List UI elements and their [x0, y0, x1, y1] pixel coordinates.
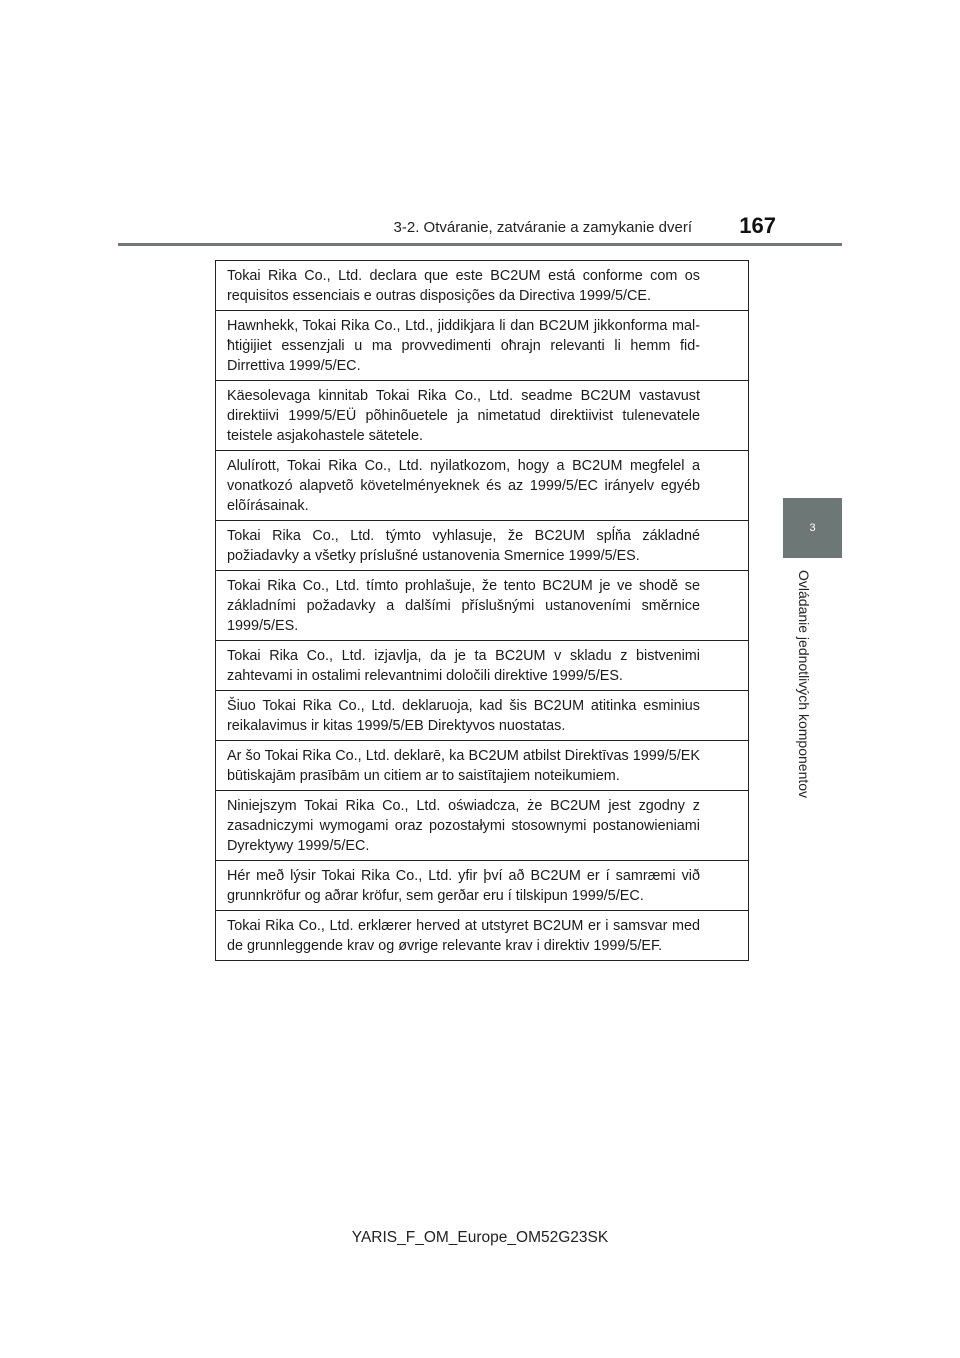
page-number: 167	[739, 213, 776, 238]
chapter-title: Ovládanie jednotlivých komponentov	[796, 570, 812, 799]
chapter-tab[interactable]	[783, 498, 842, 558]
declaration-latvian: Ar šo Tokai Rika Co., Ltd. deklarē, ka BC2UM atbilst Direktīvas 1999/5/EK būtiskajām prasībām un citiem ar to saistītajiem noteikumiem.	[216, 740, 748, 790]
declaration-lithuanian: Šiuo Tokai Rika Co., Ltd. deklaruoja, kad šis BC2UM atitinka esminius reikalavimus ir kitas 1999/5/EB Direktyvos nuostatas.	[216, 690, 748, 740]
declaration-slovak: Tokai Rika Co., Ltd. týmto vyhlasuje, že BC2UM spĺňa základné požiadavky a všetky príslušné ustanovenia Smernice 1999/5/ES.	[216, 520, 748, 570]
declaration-hungarian: Alulírott, Tokai Rika Co., Ltd. nyilatkozom, hogy a BC2UM megfelel a vonatkozó alapvetõ követelményeknek és az 1999/5/EC irányelv egyéb elõírásainak.	[216, 450, 748, 520]
declaration-maltese: Hawnhekk, Tokai Rika Co., Ltd., jiddikjara li dan BC2UM jikkonforma mal-ħtiġijiet essenzjali u ma provvedimenti oħrajn relevanti li hemm fid-Dirrettiva 1999/5/EC.	[216, 310, 748, 380]
declaration-norwegian: Tokai Rika Co., Ltd. erklærer herved at utstyret BC2UM er i samsvar med de grunnleggende krav og øvrige relevante krav i direktiv 1999/5/EF.	[216, 910, 748, 960]
declarations-table	[215, 260, 749, 961]
declaration-polish: Niniejszym Tokai Rika Co., Ltd. oświadcza, że BC2UM jest zgodny z zasadniczymi wymogami oraz pozostałymi stosownymi postanowieniami Dyrektywy 1999/5/EC.	[216, 790, 748, 860]
declaration-icelandic: Hér með lýsir Tokai Rika Co., Ltd. yfir því að BC2UM er í samræmi við grunnkröfur og aðrar kröfur, sem gerðar eru í tilskipun 1999/5/EC.	[216, 860, 748, 910]
declaration-portuguese: Tokai Rika Co., Ltd. declara que este BC2UM está conforme com os requisitos essenciais e outras disposições da Directiva 1999/5/CE.	[227, 268, 700, 304]
declaration-estonian: Käesolevaga kinnitab Tokai Rika Co., Ltd. seadme BC2UM vastavust direktiivi 1999/5/EÜ põhinõuetele ja nimetatud direktiivist tulenevatele teistele asjakohastele sätetele.	[216, 380, 748, 450]
section-title: 3-2. Otváranie, zatváranie a zamykanie dverí	[393, 219, 692, 236]
declaration-czech: Tokai Rika Co., Ltd. tímto prohlašuje, že tento BC2UM je ve shodě se základními požadavky a dalšími příslušnými ustanoveními směrnice 1999/5/ES.	[216, 570, 748, 640]
header-divider	[118, 243, 842, 246]
declaration-slovenian: Tokai Rika Co., Ltd. izjavlja, da je ta BC2UM v skladu z bistvenimi zahtevami in ostalimi relevantnimi določili direktive 1999/5/ES.	[216, 640, 748, 690]
chapter-number: 3	[809, 522, 816, 534]
document-code: YARIS_F_OM_Europe_OM52G23SK	[351, 1229, 609, 1246]
